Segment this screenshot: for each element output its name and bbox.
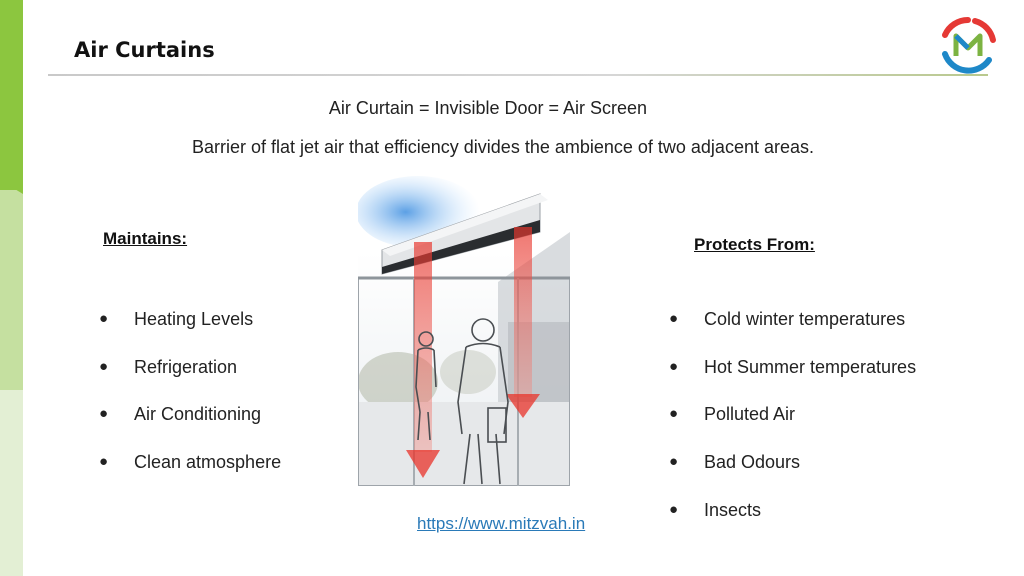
- tagline: Air Curtain = Invisible Door = Air Screen: [328, 98, 648, 118]
- list-item: ● Polluted Air: [669, 404, 796, 425]
- list-item: ● Hot Summer temperatures: [669, 356, 917, 377]
- bullet: ●: [99, 310, 109, 327]
- bullet: ●: [99, 453, 109, 471]
- bullet: ●: [669, 357, 679, 375]
- list-item: ● Bad Odours: [669, 452, 801, 473]
- description: Barrier of flat jet air that efficiency divides the ambience of two adjacent areas.: [192, 137, 814, 157]
- side-accent-notch: [0, 180, 23, 194]
- side-accent-bar-bottom: [0, 390, 23, 576]
- bullet: ●: [99, 405, 109, 423]
- protects-list: [669, 309, 999, 547]
- side-accent-bar-top: [0, 0, 23, 190]
- list-item: ● Refrigeration: [99, 356, 238, 377]
- protects-heading: Protects From:: [694, 235, 815, 254]
- list-item: ● Cold winter temperatures: [669, 309, 906, 329]
- maintains-heading: Maintains:: [103, 229, 188, 248]
- list-item: ● Air Conditioning: [99, 404, 262, 425]
- slide-title: Air Curtains: [74, 38, 215, 62]
- bullet: ●: [99, 357, 109, 375]
- bullet: ●: [669, 453, 679, 471]
- list-item: ● Insects: [669, 499, 762, 520]
- list-item: ● Heating Levels: [99, 309, 254, 329]
- list-item: ● Clean atmosphere: [99, 452, 282, 473]
- bullet: ●: [669, 500, 679, 518]
- bullet: ●: [669, 405, 679, 423]
- mitzvah-logo-icon: [939, 16, 997, 74]
- side-accent-bar-middle: [0, 190, 23, 390]
- air-curtain-illustration: [358, 172, 570, 486]
- website-link[interactable]: https://www.mitzvah.in: [417, 514, 586, 533]
- bullet: ●: [669, 310, 679, 327]
- title-divider: [48, 74, 988, 76]
- maintains-list: [99, 309, 349, 500]
